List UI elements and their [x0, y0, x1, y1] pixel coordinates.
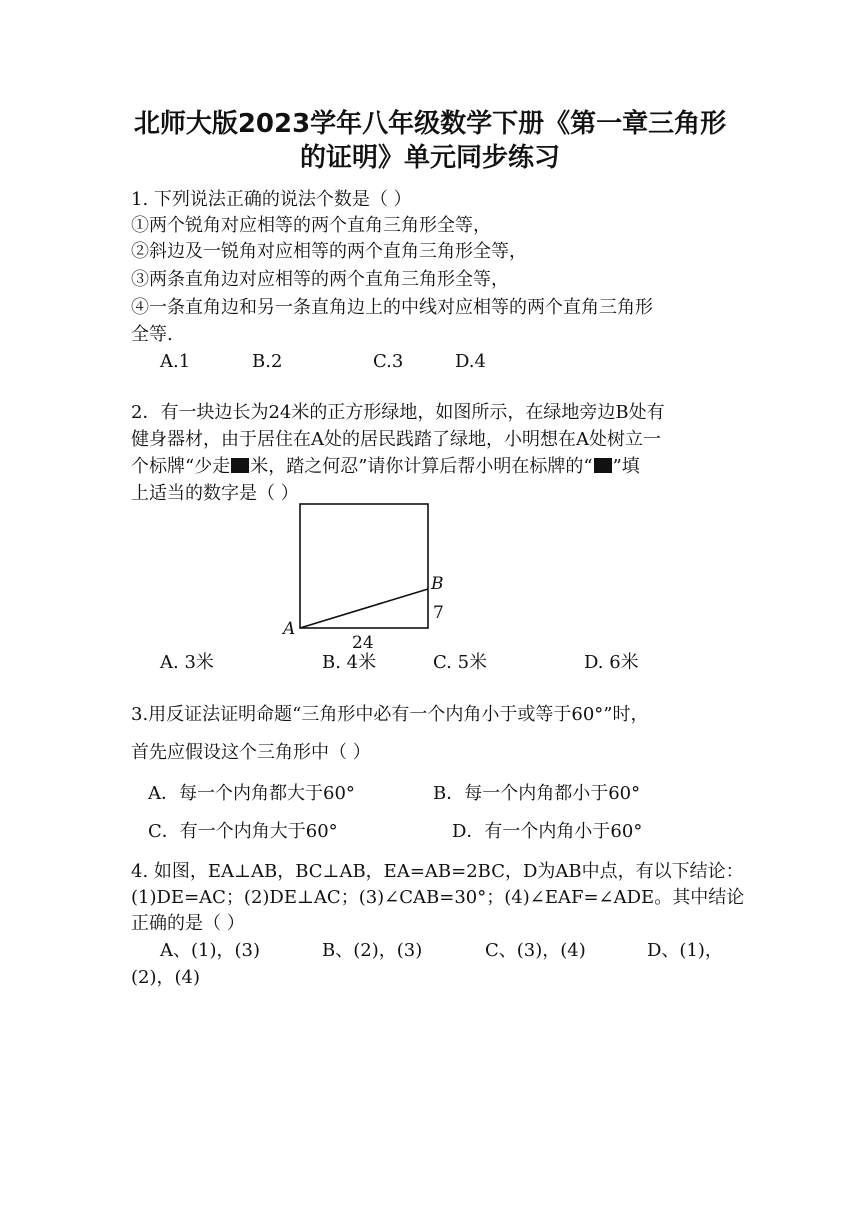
title-line-2: 的证明》单元同步练习 — [299, 143, 560, 173]
q2-line-3-part-2: 米，踏之何忍”请你计算后帮小明在标牌的“ — [250, 456, 593, 477]
square-lawn — [300, 504, 428, 628]
blank-square-icon — [231, 458, 249, 473]
q1-option-b: B.2 — [252, 351, 283, 372]
q4-option-b: B、(2)，(3) — [322, 940, 423, 961]
q3-option-c: C．有一个内角大于60° — [148, 821, 338, 842]
q1-statement-4-cont: 全等. — [131, 324, 173, 345]
q3-option-b: B．每一个内角都小于60° — [433, 783, 641, 804]
q2-line-1: 2．有一块边长为24米的正方形绿地，如图所示，在绿地旁边B处有 — [131, 402, 665, 423]
q1-statement-1: ①两个锐角对应相等的两个直角三角形全等， — [131, 215, 491, 236]
q1-statement-4: ④一条直角边和另一条直角边上的中线对应相等的两个直角三角形 — [131, 297, 653, 318]
q1-stem: 1. 下列说法正确的说法个数是（ ） — [131, 189, 412, 210]
q2-option-c: C. 5米 — [433, 652, 488, 673]
q2-option-a: A. 3米 — [160, 652, 214, 673]
square-lawn-figure — [275, 496, 455, 656]
q1-statement-2: ②斜边及一锐角对应相等的两个直角三角形全等， — [131, 241, 527, 262]
label-b: B — [431, 574, 444, 594]
q4-option-d: D、(1)， — [647, 940, 723, 961]
q3-option-a: A．每一个内角都大于60° — [148, 783, 355, 804]
q4-option-a: A、(1)，(3) — [160, 940, 260, 961]
blank-square-icon — [594, 458, 612, 473]
path-a-to-b — [300, 589, 428, 628]
q2-line-3 — [131, 455, 640, 479]
q1-option-a: A.1 — [160, 351, 191, 372]
q2-option-d: D. 6米 — [584, 652, 639, 673]
q1-option-d: D.4 — [455, 351, 486, 372]
label-bottom-24: 24 — [352, 633, 374, 653]
label-a: A — [283, 619, 296, 639]
title-line-1: 北师大版2023学年八年级数学下册《第一章三角形 — [133, 109, 727, 139]
q1-statement-3: ③两条直角边对应相等的两个直角三角形全等， — [131, 269, 509, 290]
q4-line-3: 正确的是（ ） — [131, 913, 245, 934]
q3-line-2: 首先应假设这个三角形中（ ） — [131, 742, 371, 763]
q2-line-3-part-1: 个标牌“少走 — [131, 456, 231, 477]
q1-option-c: C.3 — [373, 351, 404, 372]
q3-option-d: D．有一个内角小于60° — [452, 821, 643, 842]
q2-line-3-part-3: ”填 — [612, 456, 640, 477]
q4-line-1: 4. 如图，EA⊥AB，BC⊥AB，EA=AB=2BC，D为AB中点，有以下结论： — [131, 861, 744, 882]
q3-line-1: 3.用反证法证明命题“三角形中必有一个内角小于或等于60°”时， — [131, 704, 649, 725]
q4-option-c: C、(3)，(4) — [485, 940, 586, 961]
q4-line-2: (1)DE=AC；(2)DE⊥AC；(3)∠CAB=30°；(4)∠EAF=∠ADE。其中结论 — [131, 887, 745, 908]
q2-option-b: B. 4米 — [322, 652, 377, 673]
q4-option-d-cont: (2)，(4) — [131, 967, 200, 988]
label-side-7: 7 — [433, 603, 444, 623]
q2-line-2: 健身器材，由于居住在A处的居民践踏了绿地，小明想在A处树立一 — [131, 429, 661, 450]
q2-line-4: 上适当的数字是（ ） — [131, 483, 299, 504]
